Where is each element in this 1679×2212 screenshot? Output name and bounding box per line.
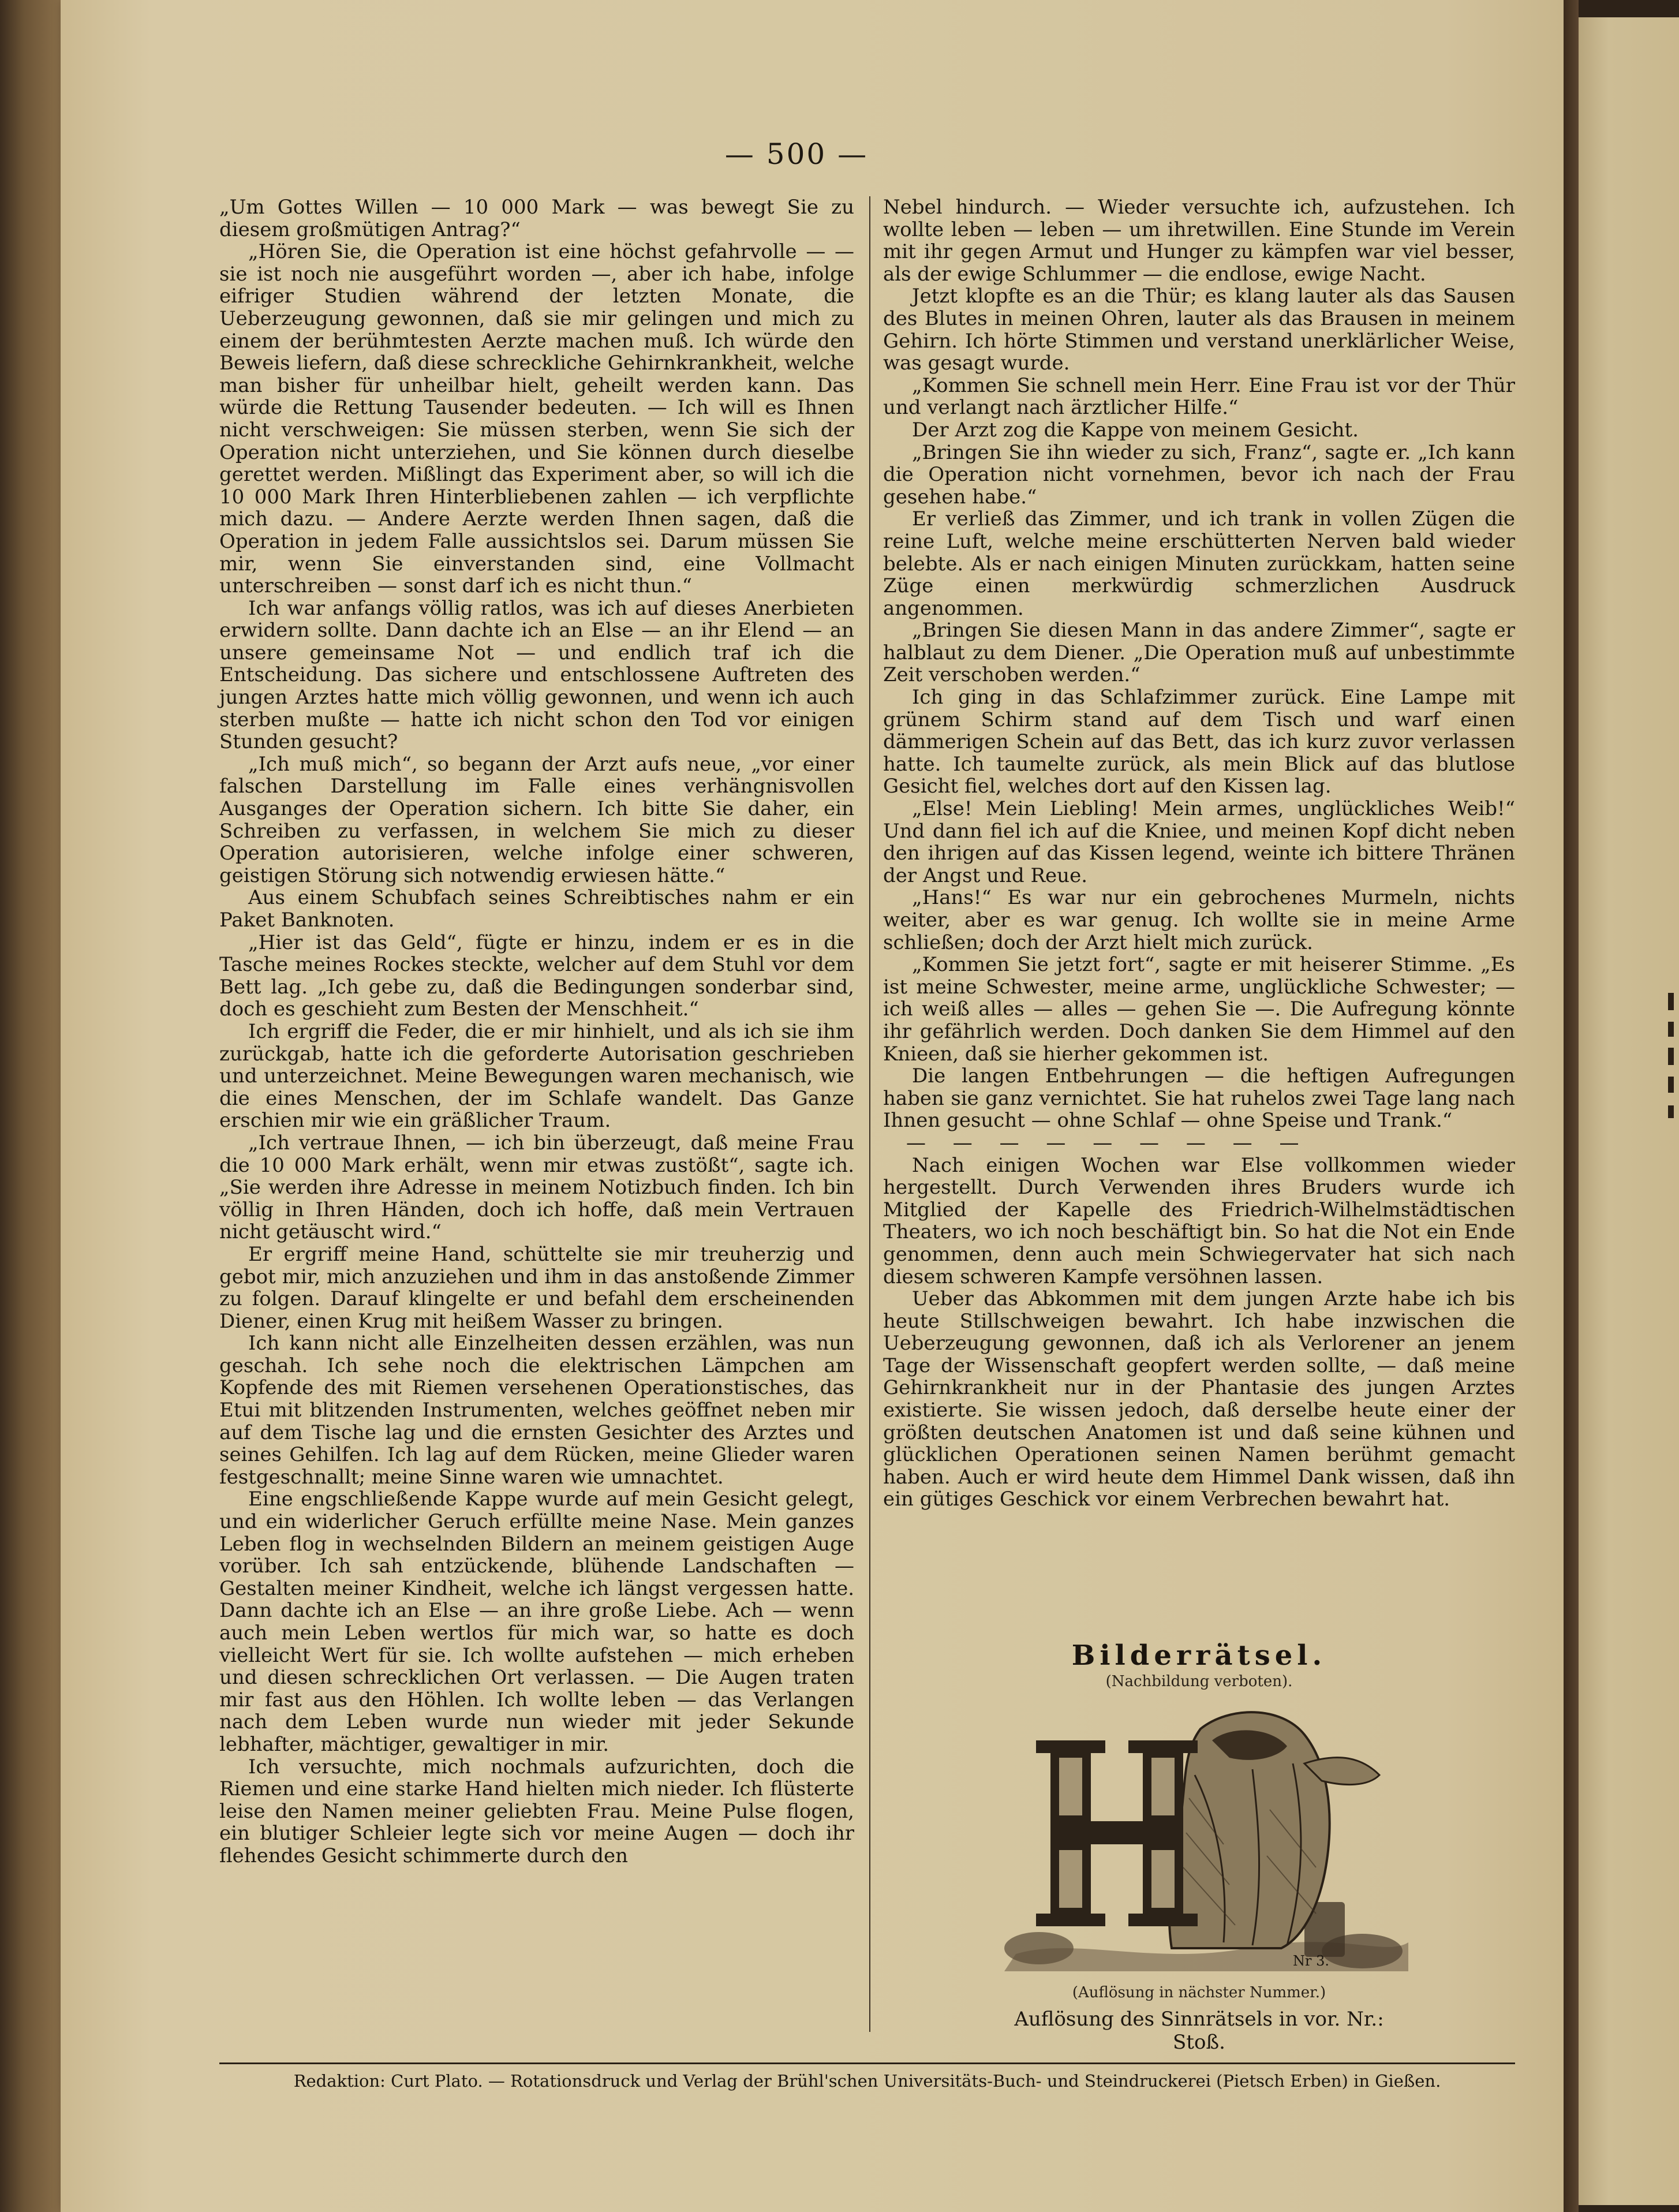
paragraph: „Hier ist das Geld“, fügte er hinzu, indem er es in die Tasche meines Rockes steckte, welcher auf dem Stuhl vor dem Bett lag. „Ich gebe zu, daß die Bedingungen sonderbar sind, doch es geschieht zum Besten der Menschheit.“ bbox=[219, 931, 854, 1021]
paragraph: „Um Gottes Willen — 10 000 Mark — was bewegt Sie zu diesem großmütigen Antrag?“ bbox=[219, 196, 854, 241]
paragraph: „Ich muß mich“, so begann der Arzt aufs neue, „vor einer falschen Darstellung im Falle eines verhängnisvollen Ausganges der Operation sichern. Ich bitte Sie daher, ein Schreiben zu verfassen, in welchem Sie mich zu dieser Operation autorisieren, welche infolge einer schweren, geistigen Störung sich notwendig erwiesen hätte.“ bbox=[219, 752, 854, 887]
paragraph: Aus einem Schubfach seines Schreibtisches nahm er ein Paket Banknoten. bbox=[219, 886, 854, 932]
section-break-dashes: — — — — — — — — — bbox=[906, 1131, 1310, 1154]
right-text-column bbox=[883, 196, 1515, 1511]
paragraph: Ich ergriff die Feder, die er mir hinhielt, und als ich sie ihm zurückgab, hatte ich die geforderte Autorisation geschrieben und unterzeichnet. Meine Bewegungen waren mechanisch, wie die eines Menschen, der im Schlafe wandelt. Das Ganze erschien mir wie ein gräßlicher Traum. bbox=[219, 1019, 854, 1133]
previous-puzzle-solution bbox=[883, 2008, 1515, 2054]
imprint-footer: Redaktion: Curt Plato. — Rotationsdruck und Verlag der Brühl'schen Universitäts-Buch- und Steindruckerei (Pietsch Erben) in Gießen. bbox=[293, 2071, 1441, 2091]
puzzle-caption: (Auflösung in nächster Nummer.) bbox=[1072, 1984, 1326, 2001]
column-divider bbox=[869, 196, 870, 2032]
paragraph: Er verließ das Zimmer, und ich trank in vollen Zügen die reine Luft, welche meine erschütterten Nerven bald wieder belebte. Als er nach einigen Minuten zurückkam, hatten seine Züge einen merkwürdig schmerzlichen Ausdruck angenommen. bbox=[883, 507, 1515, 620]
paragraph: Ich kann nicht alle Einzelheiten dessen erzählen, was nun geschah. Ich sehe noch die elektrischen Lämpchen am Kopfende des mit Riemen versehenen Operationstisches, das Etui mit blitzenden Instrumenten, welches geöffnet neben mir auf dem Tische lag und die ernsten Gesichter des Arztes und seines Gehilfen. Ich lag auf dem Rücken, meine Glieder waren festgeschnallt; meine Sinne waren wie umnachtet. bbox=[219, 1332, 854, 1489]
paragraph: „Kommen Sie schnell mein Herr. Eine Frau ist vor der Thür und verlangt nach ärztlicher Hilfe.“ bbox=[883, 373, 1515, 420]
paragraph: Eine engschließende Kappe wurde auf mein Gesicht gelegt, und ein widerlicher Geruch erfüllte meine Nase. Mein ganzes Leben flog in wechselnden Bildern an meinem geistigen Auge vorüber. Ich sah entzückende, blühende Landschaften — Gestalten meiner Kindheit, welche ich längst vergessen hatte. Dann dachte ich an Else — an ihre große Liebe. Ach — wenn auch mein Leben wertlos für mich war, so hatte es doch vielleicht Wert für sie. Ich wollte aufstehen — mich erheben und diesen schrecklichen Ort verlassen. — Die Augen traten mir fast aus den Höhlen. Ich wollte leben — das Verlangen nach dem Leben wurde nun wieder mit jeder Sekunde lebhafter, mächtiger, gewaltiger in mir. bbox=[219, 1488, 854, 1756]
paragraph: Ich war anfangs völlig ratlos, was ich auf dieses Anerbieten erwidern sollte. Dann dachte ich an Else — an ihr Elend — an unsere gemeinsame Not — und endlich traf ich die Entscheidung. Das sichere und entschlossene Auftreten des jungen Arztes hatte mich völlig gewonnen, und wenn ich auch sterben mußte — hatte ich nicht schon den Tod vor einigen Stunden gesucht? bbox=[219, 596, 854, 754]
paragraph: Ueber das Abkommen mit dem jungen Arzte habe ich bis heute Stillschweigen bewahrt. Ich habe inzwischen die Ueberzeugung gewonnen, daß ich als Verlorener an jenem Tage der Wissenschaft geopfert werden sollte, — daß meine Gehirnkrankheit nur in der Phantasie des jungen Arztes existierte. Sie wissen jedoch, daß derselbe heute einer der größten deutschen Anatomen ist und daß seine kühnen und glücklichen Operationen seinen Namen berühmt gemacht haben. Auch er wird heute dem Himmel Dank wissen, daß ihn ein gütiges Geschick vor einem Verbrechen bewahrt hat. bbox=[883, 1287, 1515, 1511]
paragraph: „Kommen Sie jetzt fort“, sagte er mit heiserer Stimme. „Es ist meine Schwester, meine arme, unglückliche Schwester; — ich weiß alles — alles — gehen Sie —. Die Aufregung könnte ihr gefährlich werden. Doch danken Sie dem Himmel auf den Knieen, daß sie hierher gekommen ist. bbox=[883, 953, 1515, 1066]
paragraph: Nebel hindurch. — Wieder versuchte ich, aufzustehen. Ich wollte leben — leben — um ihretwillen. Eine Stunde im Verein mit ihr gegen Armut und Hunger zu kämpfen war viel besser, als der ewige Schlummer — die endlose, ewige Nacht. bbox=[883, 196, 1515, 286]
solution-label: Auflösung des Sinnrätsels in vor. Nr.: bbox=[1014, 2008, 1384, 2031]
puzzle-subtitle: (Nachbildung verboten). bbox=[1105, 1673, 1293, 1690]
picture-puzzle-illustration bbox=[981, 1694, 1420, 1983]
paragraph: Jetzt klopfte es an die Thür; es klang lauter als das Sausen des Blutes in meinen Ohren, lauter als das Brausen in meinem Gehirn. Ich hörte Stimmen und verstand unerklärlicher Weise, was gesagt wurde. bbox=[883, 285, 1515, 375]
left-text-column bbox=[219, 196, 854, 1867]
footer-rule bbox=[219, 2062, 1515, 2064]
paragraph: Nach einigen Wochen war Else vollkommen wieder hergestellt. Durch Verwenden ihres Bruders wurde ich Mitglied der Kapelle des Friedrich-Wilhelmstädtischen Theaters, wo ich noch beschäftigt bin. So hat die Not ein Ende genommen, denn auch mein Schwiegervater hat sich nach diesem schweren Kampfe versöhnen lassen. bbox=[883, 1153, 1515, 1288]
paragraph: Der Arzt zog die Kappe von meinem Gesicht. bbox=[912, 418, 1359, 442]
paragraph: „Hans!“ Es war nur ein gebrochenes Murmeln, nichts weiter, aber es war genug. Ich wollte sie in meine Arme schließen; doch der Arzt hielt mich zurück. bbox=[883, 886, 1515, 954]
page-number: — 500 — bbox=[724, 137, 869, 171]
paragraph: Die langen Entbehrungen — die heftigen Aufregungen haben sie ganz vernichtet. Sie hat ruhelos zwei Tage lang nach Ihnen gesucht — ohne Schlaf — ohne Speise und Trank.“ bbox=[883, 1064, 1515, 1133]
paragraph: Er ergriff meine Hand, schüttelte sie mir treuherzig und gebot mir, mich anzuziehen und ihm in das anstoßende Zimmer zu folgen. Darauf klingelte er und befahl dem erscheinenden Diener, einen Krug mit heißem Wasser zu bringen. bbox=[219, 1242, 854, 1333]
paragraph: „Bringen Sie ihn wieder zu sich, Franz“, sagte er. „Ich kann die Operation nicht vornehmen, bevor ich nach der Frau gesehen habe.“ bbox=[883, 440, 1515, 509]
paragraph: „Hören Sie, die Operation ist eine höchst gefahrvolle — — sie ist noch nie ausgeführt worden —, aber ich habe, infolge eifriger Studien während der letzten Monate, die Ueberzeugung gewonnen, daß sie mir gelingen und mich zu einem der berühmtesten Aerzte machen muß. Ich würde den Beweis liefern, daß diese schreckliche Gehirnkrankheit, welche man bisher für unheilbar hielt, geheilt werden kann. Das würde die Rettung Tausender bedeuten. — Ich will es Ihnen nicht verschweigen: Sie müssen sterben, wenn Sie sich der Operation nicht unterziehen, und Sie können durch dieselbe gerettet werden. Mißlingt das Experiment aber, so will ich die 10 000 Mark Ihren Hinterbliebenen zahlen — ich verpflichte mich dazu. — Andere Aerzte werden Ihnen sagen, daß die Operation in jedem Falle aussichtslos sei. Darum müssen Sie mir, wenn Sie einverstanden sind, eine Vollmacht unterschreiben — sonst darf ich es nicht thun.“ bbox=[219, 240, 854, 598]
book-spine-edge bbox=[0, 0, 61, 2212]
solution-word: Stoß. bbox=[1173, 2031, 1225, 2054]
figure-number-label: Nr 3. bbox=[1293, 1953, 1329, 1969]
adjacent-page-edge bbox=[1579, 17, 1679, 2205]
paragraph: „Ich vertraue Ihnen, — ich bin überzeugt, daß meine Frau die 10 000 Mark erhält, wenn mir etwas zustößt“, sagte ich. „Sie werden ihre Adresse in meinem Notizbuch finden. Ich bin völlig in Ihren Händen, doch ich hoffe, daß mein Vertrauen nicht getäuscht wird.“ bbox=[219, 1131, 854, 1244]
paragraph: Ich ging in das Schlafzimmer zurück. Eine Lampe mit grünem Schirm stand auf dem Tisch und warf einen dämmerigen Schein auf das Bett, das ich kurz zuvor verlassen hatte. Ich taumelte zurück, als mein Blick auf das blutlose Gesicht fiel, welches dort auf den Kissen lag. bbox=[883, 686, 1515, 798]
puzzle-title: Bilderrätsel. bbox=[1071, 1639, 1327, 1672]
paragraph: „Bringen Sie diesen Mann in das andere Zimmer“, sagte er halblaut zu dem Diener. „Die Operation muß auf unbestimmte Zeit verschoben werden.“ bbox=[883, 619, 1515, 687]
paragraph: „Else! Mein Liebling! Mein armes, unglückliches Weib!“ Und dann fiel ich auf die Kniee, und meinen Kopf dicht neben den ihrigen auf das Kissen legend, weinte ich bittere Thränen der Angst und Reue. bbox=[883, 797, 1515, 887]
paragraph: Ich versuchte, mich nochmals aufzurichten, doch die Riemen und eine starke Hand hielten mich nieder. Ich flüsterte leise den Namen meiner geliebten Frau. Meine Pulse flogen, ein blutiger Schleier legte sich vor meine Augen — doch ihr flehendes Gesicht schimmerte durch den bbox=[219, 1755, 854, 1867]
page-gutter bbox=[1564, 0, 1579, 2212]
